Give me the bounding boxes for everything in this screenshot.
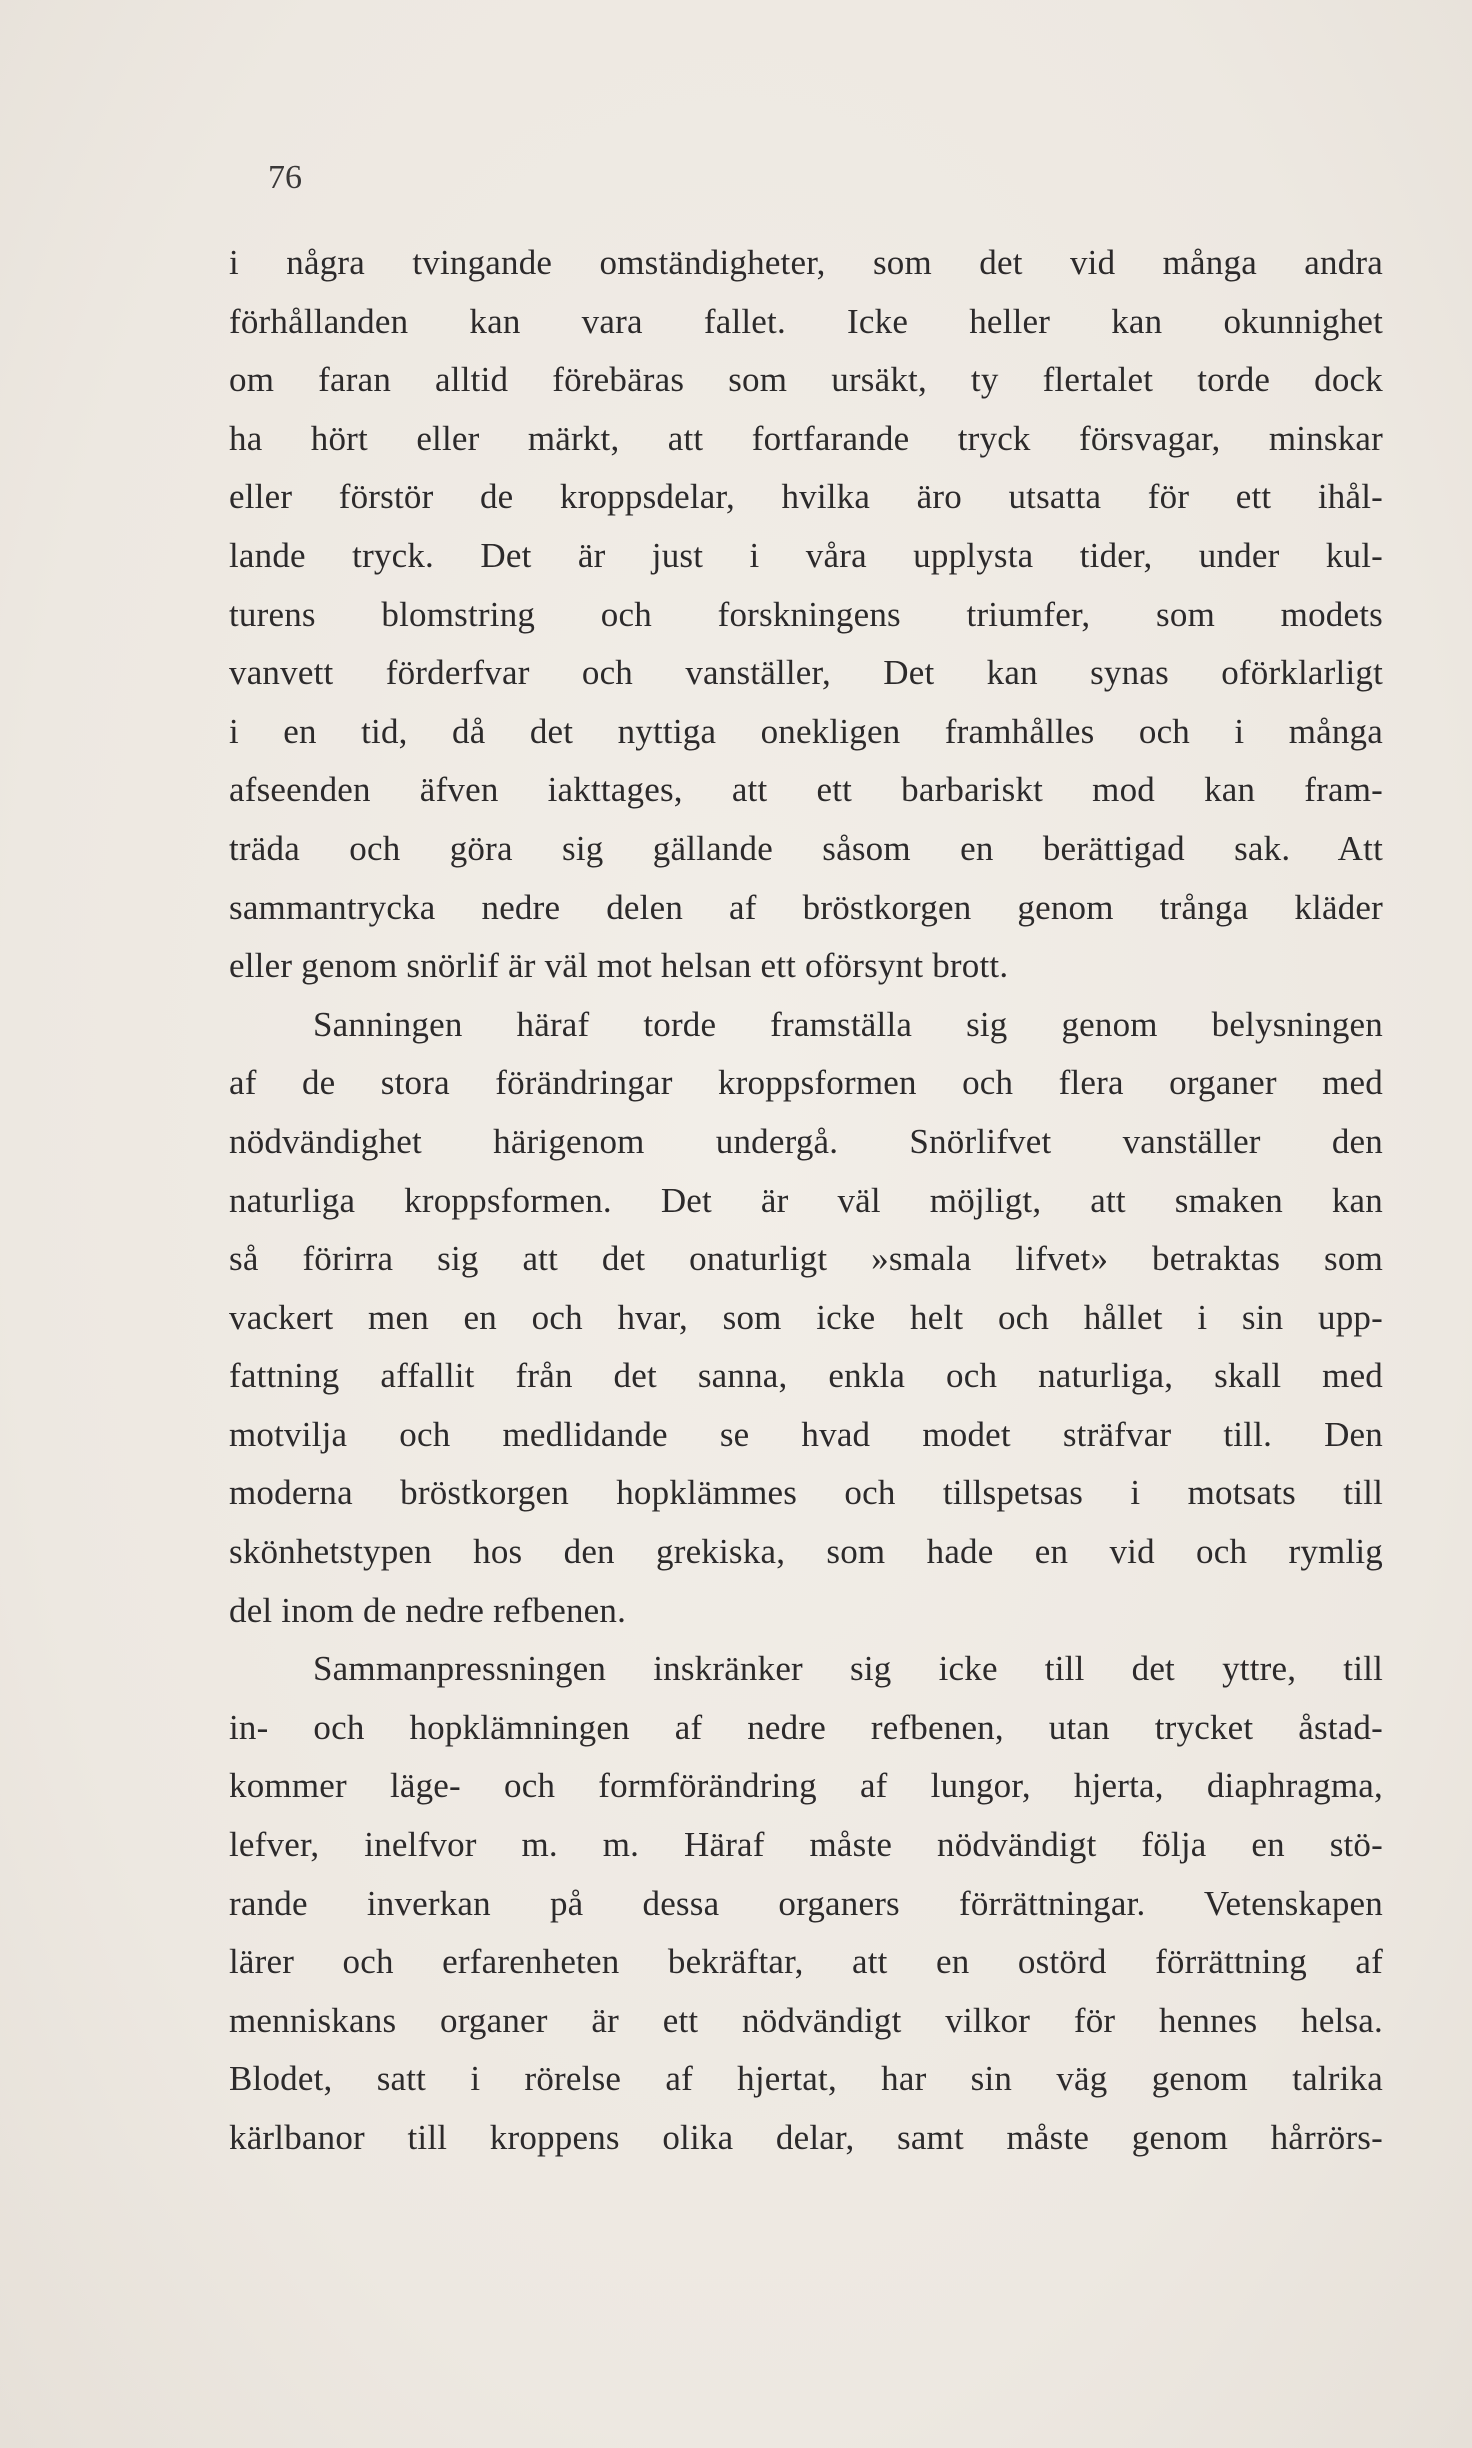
text-line: lande tryck. Det är just i våra upplysta tider, under kul-	[229, 535, 1383, 575]
text-line: afseenden äfven iakttages, att ett barbariskt mod kan fram-	[229, 770, 1383, 810]
text-line: så förirra sig att det onaturligt »smala lifvet» betraktas som	[229, 1239, 1383, 1279]
text-line: vackert men en och hvar, som icke helt och hållet i sin upp-	[229, 1297, 1383, 1337]
text-line: sammantrycka nedre delen af bröstkorgen genom trånga kläder	[229, 887, 1383, 927]
text-line: Sammanpressningen inskränker sig icke till det yttre, till	[313, 1649, 1383, 1689]
paragraph-2	[229, 996, 1383, 1641]
text-line: Sanningen häraf torde framställa sig genom belysningen	[313, 1004, 1383, 1044]
text-line: naturliga kroppsformen. Det är väl möjligt, att smaken kan	[229, 1180, 1383, 1220]
text-line: af de stora förändringar kroppsformen och flera organer med	[229, 1063, 1383, 1103]
text-line: rande inverkan på dessa organers förrättningar. Vetenskapen	[229, 1883, 1383, 1923]
page-number: 76	[268, 159, 302, 196]
text-line: i några tvingande omständigheter, som det vid många andra	[229, 243, 1383, 282]
text-line: om faran alltid förebäras som ursäkt, ty flertalet torde dock	[229, 360, 1383, 400]
text-line: lärer och erfarenheten bekräftar, att en ostörd förrättning af	[229, 1942, 1383, 1982]
text-line: kommer läge- och formförändring af lungor, hjerta, diaphragma,	[229, 1766, 1383, 1806]
text-line: moderna bröstkorgen hopklämmes och tillspetsas i motsats till	[229, 1473, 1383, 1513]
text-line: in- och hopklämningen af nedre refbenen, utan trycket åstad-	[229, 1707, 1383, 1747]
text-line: del inom de nedre refbenen.	[229, 1590, 627, 1630]
text-line: träda och göra sig gällande såsom en berättigad sak. Att	[229, 828, 1383, 868]
text-line: menniskans organer är ett nödvändigt vilkor för hennes helsa.	[229, 2000, 1383, 2040]
text-line: eller genom snörlif är väl mot helsan ett oförsynt brott.	[229, 946, 1009, 986]
text-line: kärlbanor till kroppens olika delar, samt måste genom hårrörs-	[229, 2118, 1383, 2157]
body-text	[229, 234, 1383, 2168]
text-line: lefver, inelfvor m. m. Häraf måste nödvändigt följa en stö-	[229, 1825, 1383, 1865]
text-line: i en tid, då det nyttiga onekligen framhålles och i många	[229, 711, 1383, 751]
text-line: fattning affallit från det sanna, enkla och naturliga, skall med	[229, 1356, 1383, 1396]
text-line: eller förstör de kroppsdelar, hvilka äro utsatta för ett ihål-	[229, 477, 1383, 517]
text-line: förhållanden kan vara fallet. Icke heller kan okunnighet	[229, 301, 1383, 341]
paragraph-3	[229, 1640, 1383, 2167]
text-line: ha hört eller märkt, att fortfarande tryck försvagar, minskar	[229, 418, 1383, 458]
text-line: turens blomstring och forskningens triumfer, som modets	[229, 594, 1383, 634]
text-line: nödvändighet härigenom undergå. Snörlifvet vanställer den	[229, 1121, 1383, 1161]
text-line: Blodet, satt i rörelse af hjertat, har sin väg genom talrika	[229, 2059, 1383, 2099]
text-line: motvilja och medlidande se hvad modet sträfvar till. Den	[229, 1414, 1383, 1454]
paragraph-1	[229, 234, 1383, 996]
text-line: vanvett förderfvar och vanställer, Det kan synas oförklarligt	[229, 653, 1383, 693]
text-line: skönhetstypen hos den grekiska, som hade en vid och rymlig	[229, 1532, 1383, 1572]
